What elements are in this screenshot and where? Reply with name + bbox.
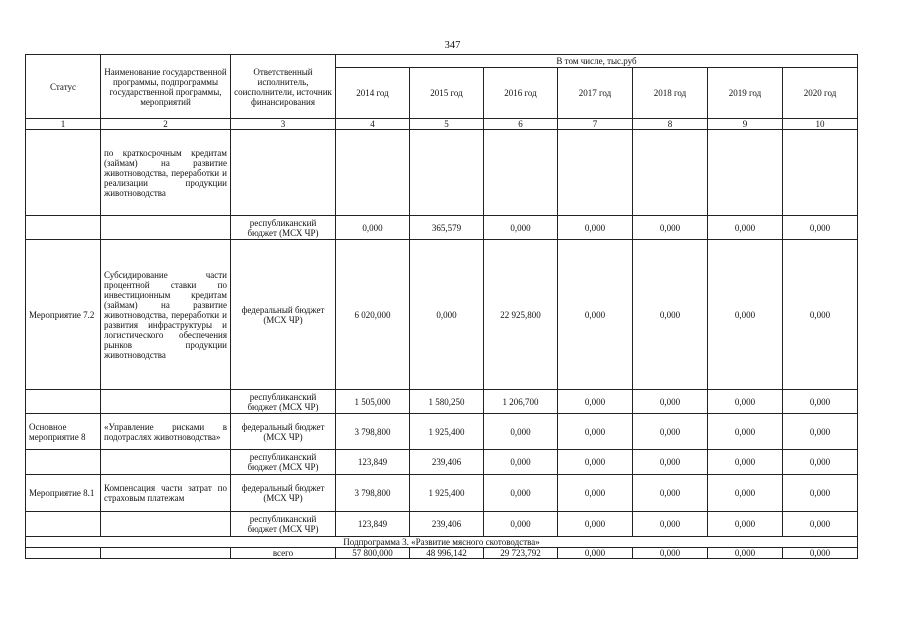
header-year: 2020 год [783,68,858,119]
row-value: 1 505,000 [336,390,410,414]
row-value: 0,000 [558,414,633,450]
header-year: 2014 год [336,68,410,119]
row-value [708,130,783,216]
row-source: республиканский бюджет (МСХ ЧР) [231,512,336,537]
row-value: 0,000 [633,475,708,512]
row-value: 0,000 [558,512,633,537]
row-source: республиканский бюджет (МСХ ЧР) [231,450,336,475]
row-name [101,512,231,537]
column-index: 4 [336,119,410,130]
table-row [26,390,858,414]
row-value: 0,000 [783,240,858,390]
row-value: 57 800,000 [336,548,410,559]
row-value: 0,000 [558,216,633,240]
row-value: 0,000 [633,390,708,414]
row-value: 0,000 [484,475,558,512]
row-value: 123,849 [336,450,410,475]
row-value: 0,000 [633,450,708,475]
subprogram-title: Подпрограмма 3. «Развитие мясного скотоводства» [26,537,858,548]
row-source [231,130,336,216]
table-row [26,216,858,240]
row-status [26,130,101,216]
row-value: 0,000 [783,414,858,450]
column-index: 5 [410,119,484,130]
row-value: 0,000 [708,475,783,512]
budget-table [25,54,858,559]
page-number: 347 [444,40,461,51]
row-source: федеральный бюджет (МСХ ЧР) [231,414,336,450]
column-index: 3 [231,119,336,130]
row-value: 1 206,700 [484,390,558,414]
row-value: 0,000 [783,450,858,475]
row-value: 3 798,800 [336,414,410,450]
row-value: 239,406 [410,512,484,537]
row-value: 0,000 [783,548,858,559]
row-value [558,130,633,216]
row-value: 1 580,250 [410,390,484,414]
row-value: 22 925,800 [484,240,558,390]
row-value: 0,000 [633,414,708,450]
row-value: 0,000 [783,216,858,240]
row-value: 365,579 [410,216,484,240]
row-status: Мероприятие 7.2 [26,240,101,390]
table-row [26,512,858,537]
column-index: 2 [101,119,231,130]
row-name: Компенсация части затрат по страховым платежам [101,475,231,512]
row-value: 0,000 [708,548,783,559]
row-value: 0,000 [558,450,633,475]
row-source: федеральный бюджет (МСХ ЧР) [231,240,336,390]
total-row [26,548,858,559]
table-row [26,475,858,512]
row-status [26,390,101,414]
row-value: 48 996,142 [410,548,484,559]
column-index: 6 [484,119,558,130]
row-name: по краткосрочным кредитам (займам) на развитие животноводства, переработки и реализации продукции животноводства [101,130,231,216]
row-value: 0,000 [708,216,783,240]
row-value: 0,000 [633,240,708,390]
row-value: 3 798,800 [336,475,410,512]
row-name [101,548,231,559]
row-value: 0,000 [783,390,858,414]
row-value: 0,000 [558,390,633,414]
header-year: 2018 год [633,68,708,119]
column-index-row [26,119,858,130]
header-name: Наименование государственной программы, подпрограммы государственной программы, мероприятий [101,55,231,119]
row-value: 0,000 [708,512,783,537]
table-row [26,130,858,216]
column-index: 8 [633,119,708,130]
row-value: 0,000 [708,240,783,390]
row-value [336,130,410,216]
row-status: Мероприятие 8.1 [26,475,101,512]
row-value: 29 723,792 [484,548,558,559]
row-value [783,130,858,216]
column-index: 10 [783,119,858,130]
header-executor: Ответственный исполнитель, соисполнители, источник финансирования [231,55,336,119]
row-value: 0,000 [558,548,633,559]
row-value: 0,000 [708,414,783,450]
row-status: Основное мероприятие 8 [26,414,101,450]
row-name: «Управление рисками в подотраслях животноводства» [101,414,231,450]
header-year: 2017 год [558,68,633,119]
row-value: 0,000 [484,414,558,450]
row-name [101,450,231,475]
row-name [101,216,231,240]
header-including: В том числе, тыс.руб [336,55,858,68]
row-value: 0,000 [633,548,708,559]
row-source: республиканский бюджет (МСХ ЧР) [231,216,336,240]
row-status [26,216,101,240]
row-value: 123,849 [336,512,410,537]
row-value: 0,000 [708,390,783,414]
row-value: 1 925,400 [410,414,484,450]
row-value: 1 925,400 [410,475,484,512]
subprogram-row [26,537,858,548]
row-status [26,548,101,559]
row-value [410,130,484,216]
table-row [26,450,858,475]
column-index: 9 [708,119,783,130]
column-index: 7 [558,119,633,130]
table-row [26,414,858,450]
row-value: 0,000 [336,216,410,240]
row-value: 6 020,000 [336,240,410,390]
table-row [26,240,858,390]
row-value: 0,000 [633,216,708,240]
row-source: республиканский бюджет (МСХ ЧР) [231,390,336,414]
row-status [26,512,101,537]
header-year: 2015 год [410,68,484,119]
row-value: 0,000 [708,450,783,475]
row-status [26,450,101,475]
header-year: 2016 год [484,68,558,119]
row-value: 0,000 [783,475,858,512]
row-value: 0,000 [410,240,484,390]
row-value [633,130,708,216]
row-value: 0,000 [558,475,633,512]
row-value: 0,000 [484,450,558,475]
column-index: 1 [26,119,101,130]
header-status: Статус [26,55,101,119]
row-value: 0,000 [633,512,708,537]
row-value: 0,000 [484,216,558,240]
header-year: 2019 год [708,68,783,119]
row-source: федеральный бюджет (МСХ ЧР) [231,475,336,512]
row-value: 239,406 [410,450,484,475]
row-value: 0,000 [558,240,633,390]
row-name: Субсидирование части процентной ставки по инвестиционным кредитам (займам) на развитие животноводства, переработки и развития инфраструктуры и логистического обеспечения рынков продукции животноводства [101,240,231,390]
row-name [101,390,231,414]
row-value [484,130,558,216]
row-value: 0,000 [484,512,558,537]
row-value: 0,000 [783,512,858,537]
row-source: всего [231,548,336,559]
